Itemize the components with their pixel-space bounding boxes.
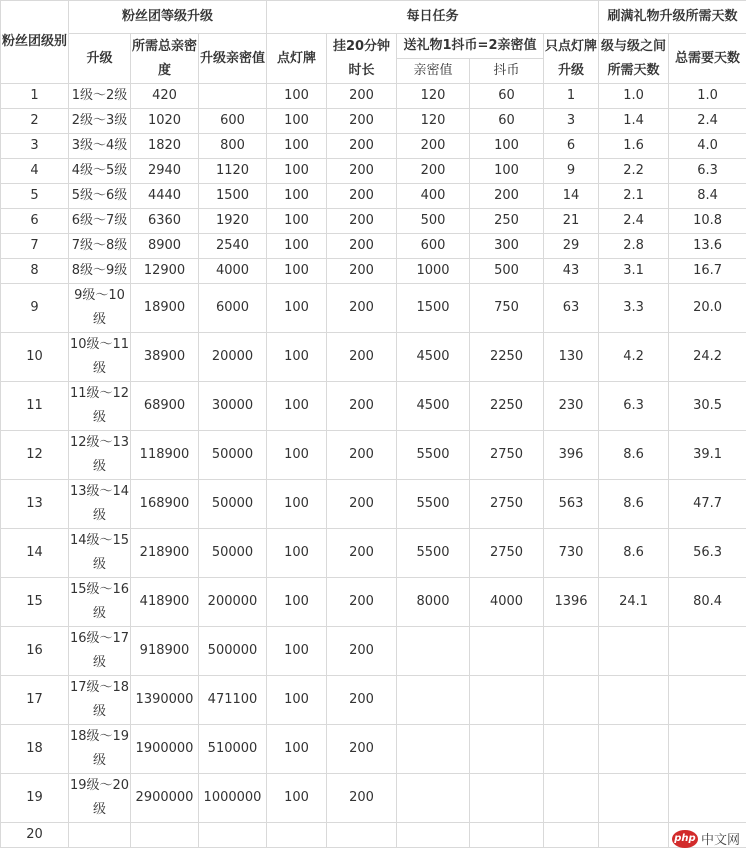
cell-light-badge: 100 bbox=[267, 627, 327, 676]
cell-gift-coin: 750 bbox=[470, 284, 544, 333]
table-row bbox=[1, 333, 746, 382]
cell-total-intimacy: 4440 bbox=[131, 184, 199, 209]
cell-total-days bbox=[669, 774, 746, 823]
cell-hang-time: 200 bbox=[327, 725, 397, 774]
cell-gift-coin: 2750 bbox=[470, 480, 544, 529]
cell-days-between: 8.6 bbox=[599, 480, 669, 529]
header-upgrade-intimacy: 升级亲密值 bbox=[199, 34, 267, 84]
cell-total-days: 56.3 bbox=[669, 529, 746, 578]
cell-level: 10 bbox=[1, 333, 69, 382]
cell-total-days bbox=[669, 725, 746, 774]
cell-level: 8 bbox=[1, 259, 69, 284]
cell-total-intimacy: 2900000 bbox=[131, 774, 199, 823]
cell-gift-intimacy bbox=[397, 774, 470, 823]
cell-upgrade-range: 6级～7级 bbox=[69, 209, 131, 234]
cell-upgrade-intimacy: 471100 bbox=[199, 676, 267, 725]
table-row bbox=[1, 134, 746, 159]
cell-gift-intimacy: 4500 bbox=[397, 382, 470, 431]
cell-gift-intimacy: 1000 bbox=[397, 259, 470, 284]
cell-upgrade-range: 18级～19级 bbox=[69, 725, 131, 774]
cell-gift-intimacy: 600 bbox=[397, 234, 470, 259]
cell-days-between bbox=[599, 627, 669, 676]
cell-hang-time: 200 bbox=[327, 480, 397, 529]
cell-total-intimacy: 12900 bbox=[131, 259, 199, 284]
table-row bbox=[1, 209, 746, 234]
cell-hang-time: 200 bbox=[327, 382, 397, 431]
cell-only-light-days: 130 bbox=[544, 333, 599, 382]
cell-light-badge: 100 bbox=[267, 84, 327, 109]
cell-gift-coin: 250 bbox=[470, 209, 544, 234]
cell-gift-coin bbox=[470, 725, 544, 774]
cell-hang-time: 200 bbox=[327, 627, 397, 676]
header-gift-days-group: 刷满礼物升级所需天数 bbox=[599, 1, 746, 34]
cell-total-intimacy: 18900 bbox=[131, 284, 199, 333]
cell-level: 5 bbox=[1, 184, 69, 209]
cell-gift-intimacy: 4500 bbox=[397, 333, 470, 382]
cell-only-light-days bbox=[544, 774, 599, 823]
cell-upgrade-range: 14级～15级 bbox=[69, 529, 131, 578]
cell-level: 3 bbox=[1, 134, 69, 159]
cell-total-days: 39.1 bbox=[669, 431, 746, 480]
cell-level: 16 bbox=[1, 627, 69, 676]
cell-total-intimacy: 68900 bbox=[131, 382, 199, 431]
cell-total-intimacy: 168900 bbox=[131, 480, 199, 529]
cell-upgrade-intimacy: 600 bbox=[199, 109, 267, 134]
cell-total-intimacy: 418900 bbox=[131, 578, 199, 627]
cell-hang-time: 200 bbox=[327, 529, 397, 578]
cell-level: 4 bbox=[1, 159, 69, 184]
cell-gift-intimacy: 5500 bbox=[397, 529, 470, 578]
table-row bbox=[1, 823, 746, 848]
watermark-text: 中文网 bbox=[700, 833, 740, 848]
cell-only-light-days: 63 bbox=[544, 284, 599, 333]
cell-gift-intimacy: 200 bbox=[397, 159, 470, 184]
cell-level: 14 bbox=[1, 529, 69, 578]
cell-days-between: 1.6 bbox=[599, 134, 669, 159]
cell-gift-intimacy: 200 bbox=[397, 134, 470, 159]
cell-light-badge: 100 bbox=[267, 431, 327, 480]
cell-upgrade-intimacy: 200000 bbox=[199, 578, 267, 627]
cell-total-days: 16.7 bbox=[669, 259, 746, 284]
cell-hang-time: 200 bbox=[327, 134, 397, 159]
header-total-days: 总需要天数 bbox=[669, 34, 746, 84]
cell-gift-coin: 300 bbox=[470, 234, 544, 259]
cell-total-intimacy: 2940 bbox=[131, 159, 199, 184]
cell-light-badge bbox=[267, 823, 327, 848]
cell-only-light-days bbox=[544, 676, 599, 725]
table-row bbox=[1, 578, 746, 627]
cell-light-badge: 100 bbox=[267, 578, 327, 627]
cell-total-intimacy: 6360 bbox=[131, 209, 199, 234]
cell-level: 11 bbox=[1, 382, 69, 431]
cell-gift-coin: 100 bbox=[470, 134, 544, 159]
cell-level: 1 bbox=[1, 84, 69, 109]
cell-total-days: 13.6 bbox=[669, 234, 746, 259]
cell-upgrade-range: 7级～8级 bbox=[69, 234, 131, 259]
cell-light-badge: 100 bbox=[267, 382, 327, 431]
cell-hang-time: 200 bbox=[327, 333, 397, 382]
cell-days-between: 2.4 bbox=[599, 209, 669, 234]
cell-only-light-days: 43 bbox=[544, 259, 599, 284]
cell-total-days: 80.4 bbox=[669, 578, 746, 627]
cell-total-days: 10.8 bbox=[669, 209, 746, 234]
cell-level: 12 bbox=[1, 431, 69, 480]
cell-upgrade-intimacy: 20000 bbox=[199, 333, 267, 382]
cell-upgrade-intimacy: 500000 bbox=[199, 627, 267, 676]
cell-days-between bbox=[599, 774, 669, 823]
cell-upgrade-range: 2级～3级 bbox=[69, 109, 131, 134]
cell-upgrade-range: 15级～16级 bbox=[69, 578, 131, 627]
table-row bbox=[1, 84, 746, 109]
cell-upgrade-range: 1级～2级 bbox=[69, 84, 131, 109]
cell-days-between: 2.1 bbox=[599, 184, 669, 209]
cell-gift-coin: 500 bbox=[470, 259, 544, 284]
cell-only-light-days: 396 bbox=[544, 431, 599, 480]
cell-total-days: 1.0 bbox=[669, 84, 746, 109]
cell-total-intimacy: 918900 bbox=[131, 627, 199, 676]
cell-gift-intimacy: 5500 bbox=[397, 431, 470, 480]
cell-days-between: 1.4 bbox=[599, 109, 669, 134]
cell-total-intimacy: 1820 bbox=[131, 134, 199, 159]
cell-total-days: 8.4 bbox=[669, 184, 746, 209]
cell-upgrade-intimacy: 1000000 bbox=[199, 774, 267, 823]
cell-level: 19 bbox=[1, 774, 69, 823]
cell-gift-coin: 60 bbox=[470, 84, 544, 109]
cell-gift-intimacy: 8000 bbox=[397, 578, 470, 627]
table-row bbox=[1, 725, 746, 774]
cell-light-badge: 100 bbox=[267, 333, 327, 382]
table-row bbox=[1, 627, 746, 676]
cell-days-between: 8.6 bbox=[599, 529, 669, 578]
cell-level: 15 bbox=[1, 578, 69, 627]
cell-hang-time bbox=[327, 823, 397, 848]
cell-upgrade-intimacy: 1500 bbox=[199, 184, 267, 209]
header-gift-group: 送礼物1抖币=2亲密值 bbox=[397, 34, 544, 59]
cell-gift-intimacy: 120 bbox=[397, 84, 470, 109]
cell-upgrade-range: 10级～11级 bbox=[69, 333, 131, 382]
cell-only-light-days: 14 bbox=[544, 184, 599, 209]
cell-total-days: 24.2 bbox=[669, 333, 746, 382]
cell-gift-coin bbox=[470, 774, 544, 823]
cell-hang-time: 200 bbox=[327, 284, 397, 333]
cell-level: 9 bbox=[1, 284, 69, 333]
header-only-light: 只点灯牌升级 bbox=[544, 34, 599, 84]
cell-level: 18 bbox=[1, 725, 69, 774]
cell-upgrade-range: 11级～12级 bbox=[69, 382, 131, 431]
cell-gift-coin: 2250 bbox=[470, 382, 544, 431]
cell-total-intimacy bbox=[131, 823, 199, 848]
table-row bbox=[1, 109, 746, 134]
cell-hang-time: 200 bbox=[327, 431, 397, 480]
cell-upgrade-intimacy: 4000 bbox=[199, 259, 267, 284]
cell-only-light-days: 730 bbox=[544, 529, 599, 578]
header-intimacy-value: 亲密值 bbox=[397, 59, 470, 84]
cell-days-between: 3.3 bbox=[599, 284, 669, 333]
cell-days-between: 3.1 bbox=[599, 259, 669, 284]
table-row bbox=[1, 259, 746, 284]
cell-upgrade-range: 9级～10级 bbox=[69, 284, 131, 333]
cell-only-light-days: 563 bbox=[544, 480, 599, 529]
cell-upgrade-range: 5级～6级 bbox=[69, 184, 131, 209]
cell-upgrade-intimacy: 6000 bbox=[199, 284, 267, 333]
cell-gift-intimacy bbox=[397, 676, 470, 725]
cell-total-intimacy: 420 bbox=[131, 84, 199, 109]
cell-hang-time: 200 bbox=[327, 578, 397, 627]
cell-days-between bbox=[599, 823, 669, 848]
cell-gift-intimacy: 1500 bbox=[397, 284, 470, 333]
cell-gift-coin: 2750 bbox=[470, 431, 544, 480]
header-days-between: 级与级之间所需天数 bbox=[599, 34, 669, 84]
cell-only-light-days: 9 bbox=[544, 159, 599, 184]
cell-total-days bbox=[669, 627, 746, 676]
cell-hang-time: 200 bbox=[327, 159, 397, 184]
table-row bbox=[1, 431, 746, 480]
cell-upgrade-range: 13级～14级 bbox=[69, 480, 131, 529]
php-logo-icon: php bbox=[672, 830, 698, 848]
cell-gift-coin bbox=[470, 823, 544, 848]
cell-upgrade-intimacy: 510000 bbox=[199, 725, 267, 774]
cell-upgrade-range: 12级～13级 bbox=[69, 431, 131, 480]
cell-days-between: 1.0 bbox=[599, 84, 669, 109]
cell-days-between bbox=[599, 725, 669, 774]
cell-light-badge: 100 bbox=[267, 109, 327, 134]
cell-only-light-days: 21 bbox=[544, 209, 599, 234]
cell-level: 6 bbox=[1, 209, 69, 234]
table-row bbox=[1, 284, 746, 333]
cell-upgrade-intimacy: 50000 bbox=[199, 480, 267, 529]
table-row bbox=[1, 529, 746, 578]
cell-gift-coin: 100 bbox=[470, 159, 544, 184]
cell-gift-coin: 200 bbox=[470, 184, 544, 209]
table-row bbox=[1, 676, 746, 725]
cell-days-between: 2.8 bbox=[599, 234, 669, 259]
cell-total-days: 6.3 bbox=[669, 159, 746, 184]
cell-total-intimacy: 1020 bbox=[131, 109, 199, 134]
cell-days-between: 6.3 bbox=[599, 382, 669, 431]
cell-upgrade-intimacy: 2540 bbox=[199, 234, 267, 259]
cell-upgrade-range: 16级～17级 bbox=[69, 627, 131, 676]
cell-upgrade-intimacy bbox=[199, 823, 267, 848]
cell-total-intimacy: 38900 bbox=[131, 333, 199, 382]
cell-light-badge: 100 bbox=[267, 725, 327, 774]
cell-hang-time: 200 bbox=[327, 84, 397, 109]
cell-days-between: 8.6 bbox=[599, 431, 669, 480]
cell-gift-intimacy bbox=[397, 627, 470, 676]
cell-light-badge: 100 bbox=[267, 209, 327, 234]
cell-hang-time: 200 bbox=[327, 109, 397, 134]
table-row bbox=[1, 382, 746, 431]
cell-total-days: 4.0 bbox=[669, 134, 746, 159]
cell-level: 13 bbox=[1, 480, 69, 529]
cell-upgrade-intimacy: 1120 bbox=[199, 159, 267, 184]
cell-hang-time: 200 bbox=[327, 676, 397, 725]
cell-only-light-days: 29 bbox=[544, 234, 599, 259]
cell-total-intimacy: 218900 bbox=[131, 529, 199, 578]
cell-only-light-days: 3 bbox=[544, 109, 599, 134]
cell-light-badge: 100 bbox=[267, 676, 327, 725]
cell-upgrade-range: 3级～4级 bbox=[69, 134, 131, 159]
cell-level: 17 bbox=[1, 676, 69, 725]
cell-level: 2 bbox=[1, 109, 69, 134]
cell-upgrade-range bbox=[69, 823, 131, 848]
cell-upgrade-intimacy: 50000 bbox=[199, 431, 267, 480]
cell-gift-coin bbox=[470, 676, 544, 725]
cell-gift-intimacy: 120 bbox=[397, 109, 470, 134]
cell-days-between: 4.2 bbox=[599, 333, 669, 382]
cell-gift-intimacy: 5500 bbox=[397, 480, 470, 529]
cell-gift-coin: 60 bbox=[470, 109, 544, 134]
cell-gift-intimacy: 500 bbox=[397, 209, 470, 234]
table-row bbox=[1, 159, 746, 184]
cell-gift-coin: 4000 bbox=[470, 578, 544, 627]
cell-total-intimacy: 118900 bbox=[131, 431, 199, 480]
cell-total-intimacy: 1390000 bbox=[131, 676, 199, 725]
cell-total-intimacy: 8900 bbox=[131, 234, 199, 259]
cell-hang-time: 200 bbox=[327, 209, 397, 234]
cell-upgrade-range: 17级～18级 bbox=[69, 676, 131, 725]
header-upgrade-group: 粉丝团等级升级 bbox=[69, 1, 267, 34]
cell-hang-time: 200 bbox=[327, 774, 397, 823]
cell-total-days: 30.5 bbox=[669, 382, 746, 431]
cell-only-light-days bbox=[544, 823, 599, 848]
cell-upgrade-range: 8级～9级 bbox=[69, 259, 131, 284]
cell-upgrade-intimacy: 1920 bbox=[199, 209, 267, 234]
cell-only-light-days: 1 bbox=[544, 84, 599, 109]
cell-light-badge: 100 bbox=[267, 529, 327, 578]
cell-light-badge: 100 bbox=[267, 134, 327, 159]
cell-level: 20 bbox=[1, 823, 69, 848]
cell-light-badge: 100 bbox=[267, 184, 327, 209]
header-upgrade: 升级 bbox=[69, 34, 131, 84]
cell-gift-intimacy bbox=[397, 823, 470, 848]
cell-light-badge: 100 bbox=[267, 774, 327, 823]
cell-only-light-days bbox=[544, 627, 599, 676]
cell-light-badge: 100 bbox=[267, 480, 327, 529]
cell-total-days: 20.0 bbox=[669, 284, 746, 333]
cell-upgrade-range: 19级～20级 bbox=[69, 774, 131, 823]
cell-hang-time: 200 bbox=[327, 234, 397, 259]
header-hang-20min: 挂20分钟时长 bbox=[327, 34, 397, 84]
header-douyin-coin: 抖币 bbox=[470, 59, 544, 84]
cell-total-intimacy: 1900000 bbox=[131, 725, 199, 774]
cell-gift-coin bbox=[470, 627, 544, 676]
table-body bbox=[1, 84, 746, 848]
cell-only-light-days: 230 bbox=[544, 382, 599, 431]
header-total-intimacy: 所需总亲密度 bbox=[131, 34, 199, 84]
header-light-badge: 点灯牌 bbox=[267, 34, 327, 84]
cell-upgrade-intimacy: 800 bbox=[199, 134, 267, 159]
table-row bbox=[1, 234, 746, 259]
cell-days-between bbox=[599, 676, 669, 725]
cell-only-light-days bbox=[544, 725, 599, 774]
cell-upgrade-intimacy bbox=[199, 84, 267, 109]
cell-gift-intimacy: 400 bbox=[397, 184, 470, 209]
cell-total-days: 47.7 bbox=[669, 480, 746, 529]
cell-total-days: 2.4 bbox=[669, 109, 746, 134]
cell-hang-time: 200 bbox=[327, 259, 397, 284]
cell-gift-intimacy bbox=[397, 725, 470, 774]
table-row bbox=[1, 480, 746, 529]
table-row bbox=[1, 774, 746, 823]
table-row bbox=[1, 184, 746, 209]
header-level: 粉丝团级别 bbox=[1, 1, 69, 84]
cell-only-light-days: 1396 bbox=[544, 578, 599, 627]
cell-light-badge: 100 bbox=[267, 234, 327, 259]
watermark bbox=[672, 829, 740, 848]
cell-only-light-days: 6 bbox=[544, 134, 599, 159]
cell-gift-coin: 2250 bbox=[470, 333, 544, 382]
cell-upgrade-intimacy: 30000 bbox=[199, 382, 267, 431]
cell-upgrade-range: 4级～5级 bbox=[69, 159, 131, 184]
cell-upgrade-intimacy: 50000 bbox=[199, 529, 267, 578]
header-daily-tasks: 每日任务 bbox=[267, 1, 599, 34]
cell-level: 7 bbox=[1, 234, 69, 259]
cell-gift-coin: 2750 bbox=[470, 529, 544, 578]
cell-light-badge: 100 bbox=[267, 284, 327, 333]
cell-light-badge: 100 bbox=[267, 159, 327, 184]
cell-total-days bbox=[669, 676, 746, 725]
cell-days-between: 24.1 bbox=[599, 578, 669, 627]
cell-light-badge: 100 bbox=[267, 259, 327, 284]
cell-days-between: 2.2 bbox=[599, 159, 669, 184]
cell-hang-time: 200 bbox=[327, 184, 397, 209]
